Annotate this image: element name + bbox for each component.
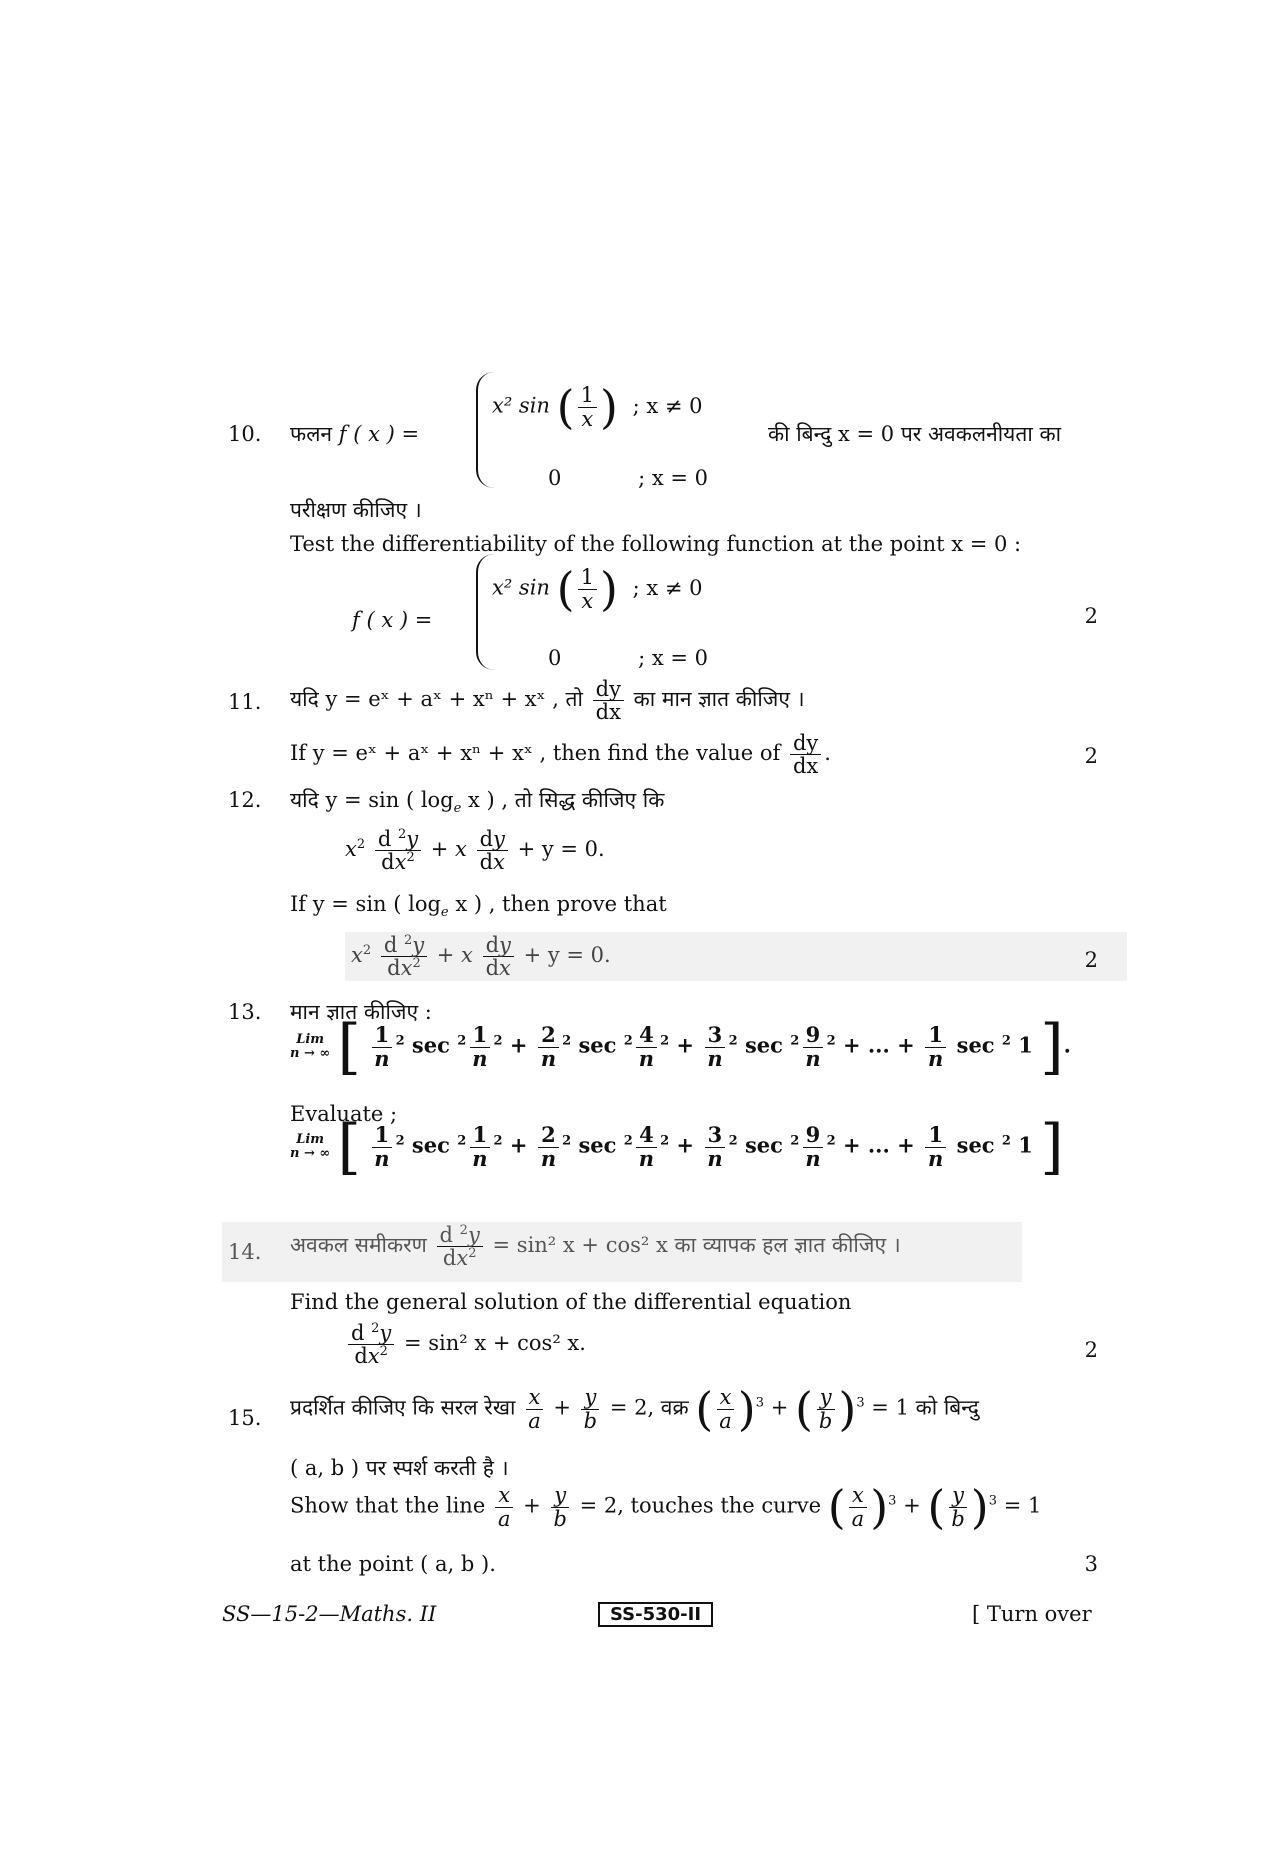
q14-en-equation: $\frac{d ^2y}{dx^2}$ = sin² x + cos² x. — [345, 1322, 586, 1367]
q15-hindi: प्रदर्शित कीजिए कि सरल रेखा $\frac{x}{a}$ + $\frac{y}{b}$ = 2, वक्र ( $\frac{x}{a}$ )$^3$ + ( $\frac{y}{b}$ )$^3$ = 1 को बिन्दु — [290, 1382, 979, 1436]
q14-hindi-text: अवकल समीकरण — [290, 1233, 427, 1258]
q11-en-dy: dy — [790, 732, 821, 755]
q11-english: If y = eˣ + aˣ + xⁿ + xˣ , then find the value of $\frac{dy}{dx}$ . — [290, 731, 831, 779]
q10-en-case2-cond: ; x = 0 — [638, 646, 708, 670]
q15-english: Show that the line $\frac{x}{a}$ + $\frac{y}{b}$ = 2, touches the curve ( $\frac{x}{a}$ )$^3$ + ( $\frac{y}{b}$ )$^3$ = 1 — [290, 1480, 1042, 1534]
footer-turn-over: [ Turn over — [972, 1602, 1092, 1626]
q10-en-frac-den: x — [581, 588, 594, 613]
q10-en-case1-cond: ; x ≠ 0 — [632, 575, 703, 600]
q14-number: 14. — [228, 1240, 262, 1264]
q12-hindi-text: यदि y = sin ( log — [290, 788, 454, 812]
footer-left-code: SS—15-2—Maths. II — [222, 1602, 437, 1626]
q15-english-end: = 1 — [1003, 1493, 1042, 1518]
q10-marks: 2 — [1084, 604, 1098, 628]
q15-hindi-mid: = 2, वक्र — [609, 1395, 689, 1420]
q10-hindi-suffix2: परीक्षण कीजिए । — [290, 498, 422, 522]
q10-case1-cond: ; x ≠ 0 — [632, 393, 703, 418]
q13-en-one: 1 — [1018, 1132, 1033, 1158]
q14-english-text: Find the general solution of the differential equation — [290, 1290, 852, 1314]
q13-english-text: Evaluate ; — [290, 1102, 398, 1126]
q10-en-case1-expr: x² sin — [492, 575, 550, 600]
q15-english-line2: at the point ( a, b ). — [290, 1552, 496, 1576]
q10-frac-den: x — [581, 406, 594, 431]
q12-english: If y = sin ( $\log_e x$ ) , then prove that — [290, 892, 667, 921]
q10-case2-cond: ; x = 0 — [638, 466, 708, 490]
q14-hindi-row: 14. अवकल समीकरण $\frac{d ^2y}{dx^2}$ = sin² x + cos² x का व्यापक हल ज्ञात कीजिए । — [222, 1222, 1022, 1282]
q13-hi-sec1: sec — [411, 1032, 450, 1058]
q11-en-dx: dx — [792, 754, 819, 779]
q10-case2-expr: 0 — [548, 466, 562, 490]
q10-en-case2-expr: 0 — [548, 646, 562, 670]
q13-hi-one: 1 — [1018, 1032, 1033, 1058]
q14-hindi-end: = sin² x + cos² x का व्यापक हल ज्ञात कीजिए । — [492, 1233, 901, 1258]
q15-hindi-text: प्रदर्शित कीजिए कि सरल रेखा — [290, 1395, 516, 1420]
q12-english-text: If y = sin ( log — [290, 892, 441, 916]
q13-en-sec3: sec — [744, 1132, 783, 1158]
q11-hindi-end: का मान ज्ञात कीजिए । — [633, 687, 805, 712]
q11-hindi-text: यदि y = eˣ + aˣ + xⁿ + xˣ , तो — [290, 687, 583, 712]
q12-number: 12. — [228, 788, 262, 812]
q13-en-expression: Lim n → ∞ [ $\frac{1}{n}$ $^2$ sec $^2$ $\frac{1}{n}$ $^2$ + $\frac{2}{n}$ $^2$ sec $^2$ $\frac{4}{n}$ $^2$ + $\frac{3}{n}$ $^2$ sec $^2$ $\frac{9}{n}$ $^2$ + ... + $\frac{1}{n}$ sec $^2$ 1 ] — [290, 1112, 1064, 1182]
q13-hi-lim-top: Lim — [296, 1031, 325, 1047]
q10-hindi-label: फलन — [290, 422, 333, 446]
q13-en-lim-bot: n → ∞ — [290, 1146, 331, 1161]
q12-english-end: x ) , then prove that — [455, 892, 667, 916]
q12-en-equation: $x^2$ $\frac{d ^2y}{dx^2}$ + x $\frac{dy}{dx}$ + y = 0. — [345, 932, 1127, 981]
q12-en-eq-tail: + y = 0. — [523, 943, 611, 968]
q10-en-fx: f ( x ) = — [352, 608, 433, 632]
q13-hi-sec3: sec — [744, 1032, 783, 1058]
q13-en-lim — [290, 1133, 330, 1162]
q10-english-text: Test the differentiability of the following function at the point x = 0 : — [290, 532, 1022, 556]
q13-en-sec1: sec — [411, 1132, 450, 1158]
q15-marks: 3 — [1084, 1552, 1098, 1576]
q13-en-sec2: sec — [578, 1132, 617, 1158]
q13-hi-lim-bot: n → ∞ — [290, 1046, 331, 1061]
q15-english-mid: = 2, touches the curve — [579, 1493, 822, 1518]
q13-en-dots: + ... + — [842, 1132, 915, 1158]
q13-hi-dots: + ... + — [842, 1032, 915, 1058]
q10-en-case1: x² sin ( $\frac{1}{x}$ ) ; x ≠ 0 — [492, 562, 703, 616]
q10-frac-num: 1 — [578, 384, 597, 407]
q10-en-frac-num: 1 — [578, 566, 597, 589]
q14-marks: 2 — [1084, 1338, 1098, 1362]
q11-hi-dy: dy — [593, 678, 624, 701]
q12-hindi-end: x ) , तो सिद्ध कीजिए कि — [468, 788, 665, 812]
footer-paper-code: SS-530-II — [598, 1602, 713, 1627]
q14-en-eq: = sin² x + cos² x. — [403, 1331, 586, 1356]
q10-hindi-suffix: की बिन्दु x = 0 पर अवकलनीयता का — [768, 422, 1062, 446]
q10-case2 — [548, 466, 708, 490]
q13-hi-expression: Lim n → ∞ [ $\frac{1}{n}$ $^2$ sec $^2$ $\frac{1}{n}$ $^2$ + $\frac{2}{n}$ $^2$ sec $^2$ $\frac{4}{n}$ $^2$ + $\frac{3}{n}$ $^2$ sec $^2$ $\frac{9}{n}$ $^2$ + ... + $\frac{1}{n}$ sec $^2$ 1 ]. — [290, 1012, 1071, 1082]
q13-number: 13. — [228, 1000, 262, 1024]
q12-marks: 2 — [1084, 948, 1098, 972]
q13-hindi-text: मान ज्ञात कीजिए : — [290, 1000, 432, 1024]
q11-hindi — [290, 678, 805, 723]
q10-number: 10. — [228, 422, 262, 446]
q10-hindi-prefix — [290, 420, 419, 448]
q11-english-text: If y = eˣ + aˣ + xⁿ + xˣ , then find the value of — [290, 741, 781, 766]
q15-english-text: Show that the line — [290, 1493, 486, 1518]
q11-marks: 2 — [1084, 744, 1098, 768]
q10-fx: f ( x ) = — [338, 422, 420, 446]
q10-case1-expr: x² sin — [492, 393, 550, 418]
q10-en-case2 — [548, 646, 708, 670]
q15-hindi-line2: ( a, b ) पर स्पर्श करती है । — [290, 1456, 509, 1480]
q10-case1: x² sin ( $\frac{1}{x}$ ) ; x ≠ 0 — [492, 380, 703, 434]
q11-hi-dx: dx — [595, 700, 621, 725]
q13-hi-sec4: sec — [956, 1032, 995, 1058]
q12-hi-equation: $x^2$ $\frac{d ^2y}{dx^2}$ + x $\frac{dy}{dx}$ + y = 0. — [345, 827, 605, 875]
q13-hi-lim — [290, 1033, 330, 1062]
q13-hi-sec2: sec — [578, 1032, 617, 1058]
q12-hi-eq-tail: + y = 0. — [517, 837, 605, 862]
q12-hindi: यदि y = sin ( $\log_e x$ ) , तो सिद्ध कीजिए कि — [290, 788, 665, 817]
q15-number: 15. — [228, 1406, 262, 1430]
q11-number: 11. — [228, 690, 262, 714]
q15-hindi-end: = 1 को बिन्दु — [871, 1395, 979, 1420]
q13-en-sec4: sec — [956, 1132, 995, 1158]
q13-en-lim-top: Lim — [296, 1131, 325, 1147]
